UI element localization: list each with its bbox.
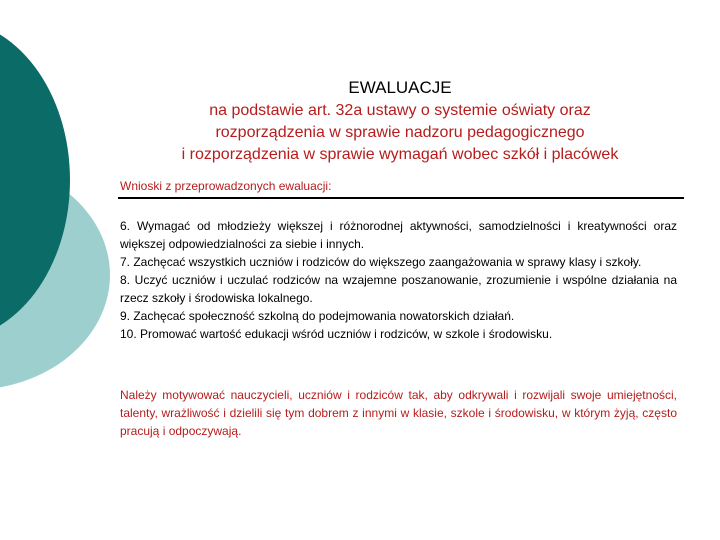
list-item: 9. Zachęcać społeczność szkolną do podejmowania nowatorskich działań. — [120, 309, 515, 323]
list-item: 6. Wymagać od młodzieży większej i różnorodnej aktywności, samodzielności i kreatywności oraz większej odpowiedzialności za siebie i innych. — [120, 219, 677, 251]
page-title: EWALUACJE — [348, 78, 452, 97]
list-item: 10. Promować wartość edukacji wśród uczniów i rodziców, w szkole i środowisku. — [120, 327, 553, 341]
conclusions-list — [120, 217, 677, 343]
section-label: Wnioski z przeprowadzonych ewaluacji: — [120, 179, 332, 193]
subtitle-line: i rozporządzenia w sprawie wymagań wobec szkół i placówek — [181, 146, 619, 163]
page-subtitle — [110, 100, 690, 166]
list-item: 7. Zachęcać wszystkich uczniów i rodziców do większego zaangażowania w sprawy klasy i szkoły. — [120, 255, 642, 269]
divider — [118, 197, 684, 199]
closing-paragraph: Należy motywować nauczycieli, uczniów i rodziców tak, aby odkrywali i rozwijali swoje umiejętności, talenty, wrażliwość i dzielili się tym dobrem z innymi w klasie, szkole i środowisku, w którym żyją, często pracują i odpoczywają. — [120, 388, 677, 438]
subtitle-line: na podstawie art. 32a ustawy o systemie oświaty oraz — [209, 102, 591, 119]
subtitle-line: rozporządzenia w sprawie nadzoru pedagogicznego — [215, 124, 585, 141]
list-item: 8. Uczyć uczniów i uczulać rodziców na wzajemne poszanowanie, zrozumienie i wspólne działania na rzecz szkoły i środowiska lokalnego. — [120, 273, 677, 305]
